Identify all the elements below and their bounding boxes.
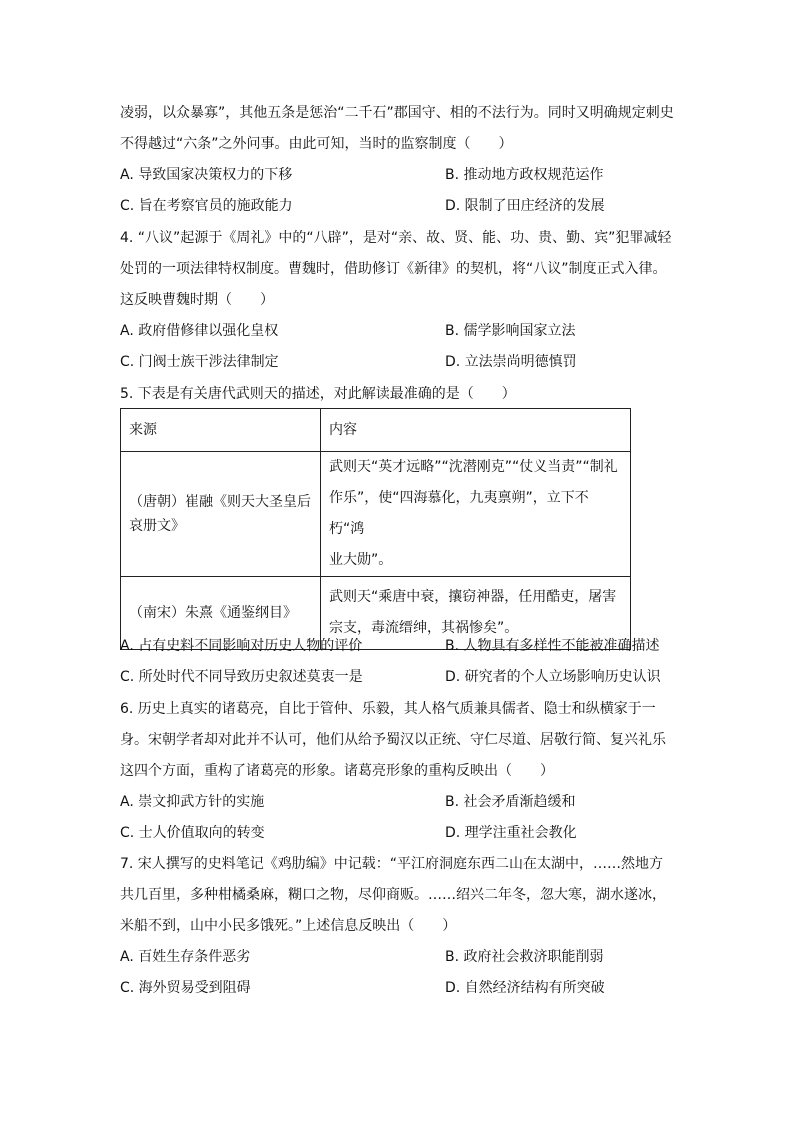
q4-stem-line-1: 4. “八议”起源于《周礼》中的“八辟”，是对“亲、故、贤、能、功、贵、勤、宾”犯罪减轻 (120, 230, 672, 246)
q6-option-b[interactable]: B. 社会矛盾渐趋缓和 (445, 794, 576, 810)
q7-option-a[interactable]: A. 百姓生存条件恶劣 (120, 949, 251, 965)
q6-option-a[interactable]: A. 崇文抑武方针的实施 (120, 794, 265, 810)
q7-option-d[interactable]: D. 自然经济结构有所突破 (445, 980, 605, 996)
row1-content-line-2: 作乐”，使“四海慕化，九夷禀朔”，立下不朽“鸿 (329, 490, 589, 537)
q3-option-c[interactable]: C. 旨在考察官员的施政能力 (120, 198, 293, 214)
row2-content-line-1: 武则天“乘唐中衰，攘窃神器，任用酷吏，屠害 (329, 589, 617, 605)
table-row (121, 452, 631, 577)
header-source: 来源 (121, 409, 321, 452)
q7-option-c[interactable]: C. 海外贸易受到阻碍 (120, 980, 251, 996)
q6-option-c[interactable]: C. 士人价值取向的转变 (120, 825, 265, 841)
q5-stem: 5. 下表是有关唐代武则天的描述，对此解读最准确的是（ ） (120, 386, 516, 402)
q3-option-a[interactable]: A. 导致国家决策权力的下移 (120, 167, 293, 183)
q6-stem-line-2: 身。宋朝学者却对此并不认可，他们从给予蜀汉以正统、守仁尽道、居敬行简、复兴礼乐 (120, 732, 666, 748)
row1-content-line-3: 业大勋”。 (329, 552, 393, 568)
q7-option-b[interactable]: B. 政府社会救济职能削弱 (445, 949, 604, 965)
q7-stem-line-2: 共几百里，多种柑橘桑麻，糊口之物，尽仰商贩。……绍兴二年冬，忽大寒，湖水遂冰， (120, 887, 666, 903)
q4-option-c[interactable]: C. 门阀士族干涉法律制定 (120, 354, 279, 370)
q4-option-d[interactable]: D. 立法崇尚明德慎罚 (445, 354, 577, 370)
row2-content-line-2: 宗支，毒流缙绅，其祸惨矣”。 (329, 620, 519, 636)
row1-content (321, 452, 631, 577)
row1-source-line-1: （唐朝）崔融《则天大圣皇后 (129, 494, 311, 510)
q6-option-d[interactable]: D. 理学注重社会教化 (445, 825, 577, 841)
q7-stem-line-3: 米船不到，山中小民多饿死。”上述信息反映出（ ） (120, 918, 457, 934)
row1-content-line-1: 武则天“英才远略”“沈潜刚克”“仗义当责”“制礼 (329, 459, 618, 475)
table-header-row (121, 409, 631, 452)
q5-option-b[interactable]: B. 人物具有多样性不能被准确描述 (445, 638, 660, 654)
q7-stem-line-1: 7. 宋人撰写的史料笔记《鸡肋编》中记载：“平江府洞庭东西二山在太湖中，……然地方 (120, 856, 664, 872)
q4-option-b[interactable]: B. 儒学影响国家立法 (445, 323, 576, 339)
q3-stem-line-1: 凌弱，以众暴寡”，其他五条是惩治“二千石”郡国守、相的不法行为。同时又明确规定刺史 (120, 105, 674, 121)
q4-stem-line-2: 处罚的一项法律特权制度。曹魏时，借助修订《新律》的契机，将“八议”制度正式入律。 (120, 261, 667, 277)
row1-source-line-2: 哀册文》 (129, 518, 185, 534)
row1-source (121, 452, 321, 577)
q6-stem-line-3: 这四个方面，重构了诸葛亮的形象。诸葛亮形象的重构反映出（ ） (120, 763, 554, 779)
q5-option-a[interactable]: A. 占有史料不同影响对历史人物的评价 (120, 638, 363, 654)
q3-option-b[interactable]: B. 推动地方政权规范运作 (445, 167, 604, 183)
q3-stem-line-2: 不得越过“六条”之外问事。由此可知，当时的监察制度（ ） (120, 136, 513, 152)
q3-option-d[interactable]: D. 限制了田庄经济的发展 (445, 198, 605, 214)
q5-option-c[interactable]: C. 所处时代不同导致历史叙述莫衷一是 (120, 669, 363, 685)
q5-option-d[interactable]: D. 研究者的个人立场影响历史认识 (445, 669, 661, 685)
source-table (120, 408, 631, 650)
header-content: 内容 (321, 409, 631, 452)
q4-stem-line-3: 这反映曹魏时期（ ） (120, 292, 274, 308)
row2-source: （南宋）朱熹《通鉴纲目》 (121, 577, 321, 650)
q4-option-a[interactable]: A. 政府借修律以强化皇权 (120, 323, 279, 339)
q6-stem-line-1: 6. 历史上真实的诸葛亮，自比于管仲、乐毅，其人格气质兼具儒者、隐士和纵横家于一 (120, 701, 656, 717)
